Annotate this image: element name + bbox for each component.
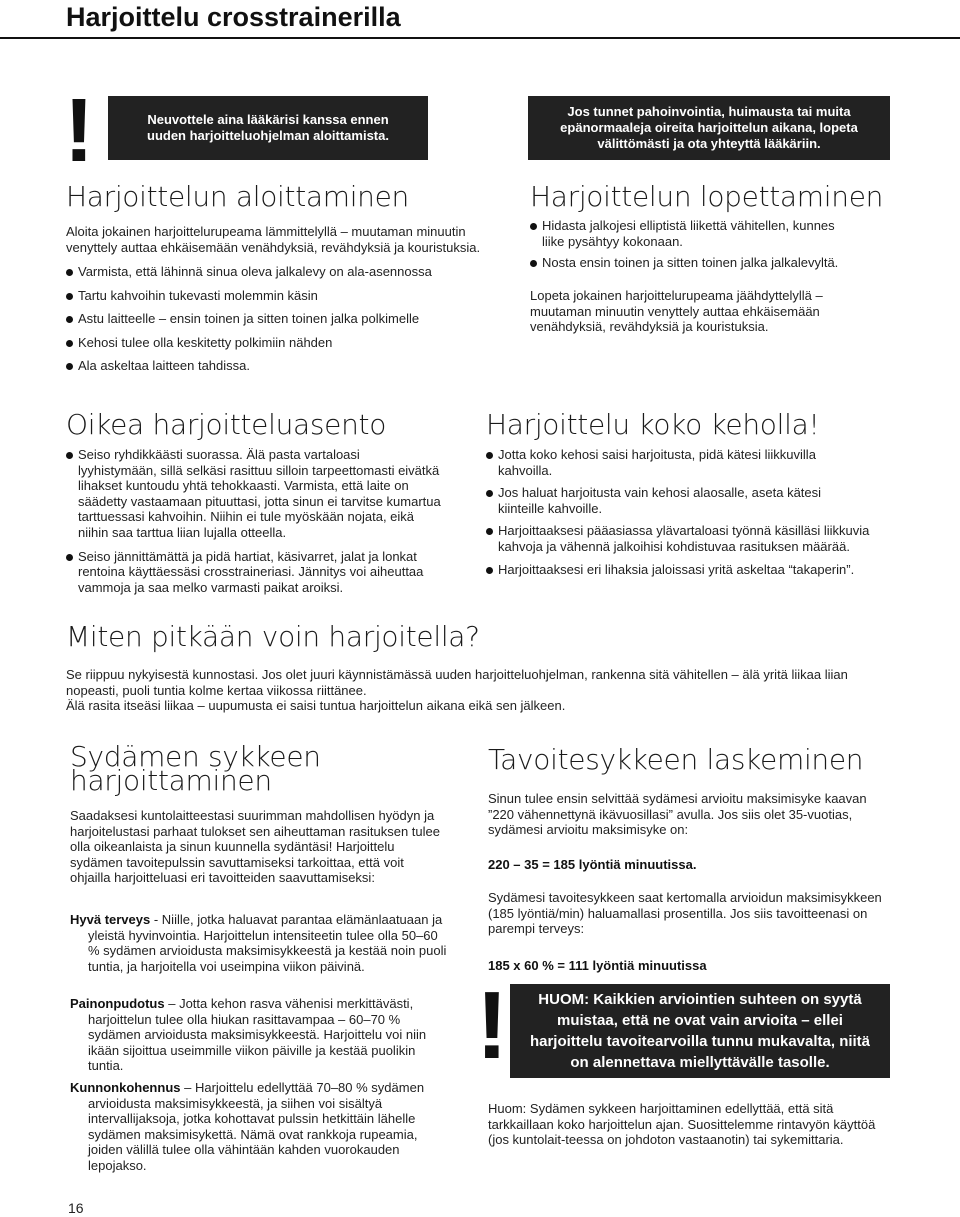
target-heading: Tavoitesykkeen laskeminen (488, 743, 864, 776)
list-item: Harjoittaaksesi eri lihaksia jaloissasi yritä askeltaa “takaperin”. (486, 562, 870, 578)
list-item: Varmista, että lähinnä sinua oleva jalkalevy on ala-asennossa (66, 264, 506, 280)
target-footnote: Huom: Sydämen sykkeen harjoittaminen edellyttää, että sitä tarkkaillaan koko harjoittelun ajan. Suosittelemme rintavyön käyttöä (jos kuntolait-teessa on johdoton vastaanotin) tai sykemittaria. (488, 1101, 876, 1148)
level-description: yleistä hyvinvointia. Harjoittelun intensiteetin tulee olla 50–60 % sydämen arvioidusta maksimisykkeestä ja kestää noin puoli tuntia, ja harjoitella voi useimpina viikon päivinä. (88, 927, 447, 974)
warning-box-right (528, 96, 890, 160)
list-item: Seiso ryhdikkäästi suorassa. Älä pasta vartaloasi lyyhistymään, sillä selkäsi rasittuu silloin tarpeettomasti eivätkä lihakset kuntoudu yhtä tehokkaasti. Varmista, että laite on säädetty vastaamaan pituuttasi, jotta sinun ei tarvitse kumartua tarttuessasi kahvoihin. Niihin ei tule myöskään nojata, eikä niihin saa tarttua liian lujalla otteella. (66, 447, 442, 541)
wholebody-list (486, 447, 870, 577)
level-fitness: Kunnonkohennus – Harjoittelu edellyttää 70–80 % sydämen arvioidusta maksimisykkeestä, ja siihen voi sisältyä intervallijaksoja, jotka kohottavat pulssin hetkittäin lähelle sydämen maksimisykettä. Nämä ovat rankkoja rupeamia, joiden välillä tulee olla vähintään kahden vuorokauden lepojakso. (70, 1080, 450, 1174)
list-item: Nosta ensin toinen ja sitten toinen jalka jalkalevyltä. (530, 255, 860, 271)
list-item: Astu laitteelle – ensin toinen ja sitten toinen jalka polkimelle (66, 311, 506, 327)
start-heading: Harjoittelun aloittaminen (66, 180, 410, 213)
warning-left-text: Neuvottele aina lääkärisi kanssa ennen uuden harjoitteluohjelman aloittamista. (147, 112, 389, 143)
target-text-2: Sydämesi tavoitesykkeen saat kertomalla arvioidun maksimisykkeen (185 lyöntiä/min) haluamallasi prosentilla. Jos siis tavoitteenasi on parempi terveys: (488, 890, 882, 937)
warning-right-text: Jos tunnet pahoinvointia, huimausta tai muita epänormaaleja oireita harjoittelun aikana, lopeta välittömästi ja ota yhteyttä lääkäriin. (560, 104, 858, 151)
howlong-text-2: Älä rasita itseäsi liikaa – uupumusta ei saisi tuntua harjoittelun aikana eikä sen jälkeen. (66, 698, 566, 713)
posture-heading: Oikea harjoitteluasento (66, 408, 387, 441)
list-item: Harjoittaaksesi pääasiassa ylävartaloasi työnnä käsilläsi liikkuvia kahvoja ja vähennä jalkoihisi kohdistuvaa rasituksen määrää. (486, 523, 870, 554)
level-description: arvioidusta maksimisykkeestä, ja siihen voi sisältyä intervallijaksoja, jotka kohottavat pulssin hetkittäin lähelle sydämen maksimisykettä. Nämä ovat rankkoja rupeamia, joiden välillä tulee olla vähintään kahden vuorokauden lepojakso. (88, 1095, 418, 1173)
target-formula-target: 185 x 60 % = 111 lyöntiä minuutissa (488, 958, 707, 973)
target-formula-max: 220 – 35 = 185 lyöntiä minuutissa. (488, 857, 697, 872)
howlong-heading: Miten pitkään voin harjoitella? (66, 620, 480, 653)
start-list (66, 264, 506, 374)
list-item: Ala askeltaa laitteen tahdissa. (66, 358, 506, 374)
target-text: Sinun tulee ensin selvittää sydämesi arvioitu maksimisyke kaavan ”220 vähennettynä ikävuosillasi” avulla. Jos siis olet 35-vuotias, sydämesi arvioitu maksimisyke on: (488, 791, 867, 838)
exclamation-icon: ! (476, 972, 508, 1079)
level-weight-loss: Painonpudotus – Jotta kehon rasva vähenisi merkittävästi, harjoittelun tulee olla hiukan rasittavampaa – 60–70 % sydämen arvioidusta maksimisykkeestä. Harjoittelu voi niin ikään sijoittua useimmille viikon päiville ja kestää puolikin tuntia. (70, 996, 450, 1074)
level-label: Hyvä terveys (70, 912, 151, 927)
note-text: HUOM: Kaikkien arviointien suhteen on syytä muistaa, että ne ovat vain arvioita – ellei harjoittelu tavoitearvoilla tunnu mukavalta, niitä on alennettava miellyttävälle tasolle. (529, 991, 871, 1071)
stop-heading: Harjoittelun lopettaminen (530, 180, 884, 213)
heartrate-intro: Saadaksesi kuntolaitteestasi suurimman mahdollisen hyödyn ja harjoitelustasi parhaat tulokset sen aiheuttaman rasituksen tulee olla oikeanlaista ja sinun kuunnella sydäntäsi! Harjoittelu sydämen tavoitepulssin savuttamiseksi tarkoittaa, että voit ohjailla harjoitteluasi eri tavoitteiden saavuttamiseksi: (70, 808, 440, 886)
note-box (510, 984, 890, 1078)
list-item: Hidasta jalkojesi elliptistä liikettä vähitellen, kunnes liike pysähtyy kokonaan. (530, 218, 860, 249)
howlong-text: Se riippuu nykyisestä kunnostasi. Jos olet juuri käynnistämässä uuden harjoitteluohjelman, rankenna sitä vähitellen – älä yritä liikaa liian nopeasti, puoli tuntia kolme kertaa viikossa riittänee. (66, 667, 848, 698)
level-label: Kunnonkohennus (70, 1080, 181, 1095)
level-description: harjoittelun tulee olla hiukan rasittavampaa – 60–70 % sydämen arvioidusta maksimisykkeestä. Harjoittelu voi niin ikään sijoittua useimmille viikon päiville ja kestää puolikin tuntia. (88, 1011, 427, 1074)
page-number: 16 (68, 1200, 84, 1216)
start-intro: Aloita jokainen harjoittelurupeama lämmittelyllä – muutaman minuutin venyttely auttaa ehkäisemään venähdyksiä, revähdyksiä ja kouristuksia. (66, 224, 481, 255)
level-label: Painonpudotus (70, 996, 165, 1011)
list-item: Tartu kahvoihin tukevasti molemmin käsin (66, 288, 506, 304)
level-good-health: Hyvä terveys - Niille, jotka haluavat parantaa elämänlaatuaan ja yleistä hyvinvointia. Harjoittelun intensiteetin tulee olla 50–60 % sydämen arvioidusta maksimisykkeestä ja kestää noin puoli tuntia, ja harjoitella voi useimpina viikon päivinä. (70, 912, 450, 974)
wholebody-heading: Harjoittelu koko keholla! (486, 408, 820, 441)
title-divider (0, 37, 960, 39)
stop-list (530, 218, 860, 271)
posture-list (66, 447, 442, 595)
list-item: Jos haluat harjoitusta vain kehosi alaosalle, aseta kätesi kiinteille kahvoille. (486, 485, 870, 516)
page-title: Harjoittelu crosstrainerilla (66, 2, 401, 32)
list-item: Seiso jännittämättä ja pidä hartiat, käsivarret, jalat ja lonkat rentoina käyttäessäsi crosstraineriasi. Jännitys voi aiheuttaa vammoja ja saa melko varmasti paikat aroiksi. (66, 549, 442, 596)
list-item: Kehosi tulee olla keskitetty polkimiin nähden (66, 335, 506, 351)
stop-outro: Lopeta jokainen harjoittelurupeama jäähdyttelyllä – muutaman minuutin venyttely auttaa ehkäisemään venähdyksiä, revähdyksiä ja kouristuksia. (530, 288, 823, 335)
warning-box-left (108, 96, 428, 160)
exclamation-icon: ! (64, 81, 94, 181)
list-item: Jotta koko kehosi saisi harjoitusta, pidä kätesi liikkuvilla kahvoilla. (486, 447, 870, 478)
heartrate-heading: Sydämen sykkeen harjoittaminen (70, 740, 321, 797)
